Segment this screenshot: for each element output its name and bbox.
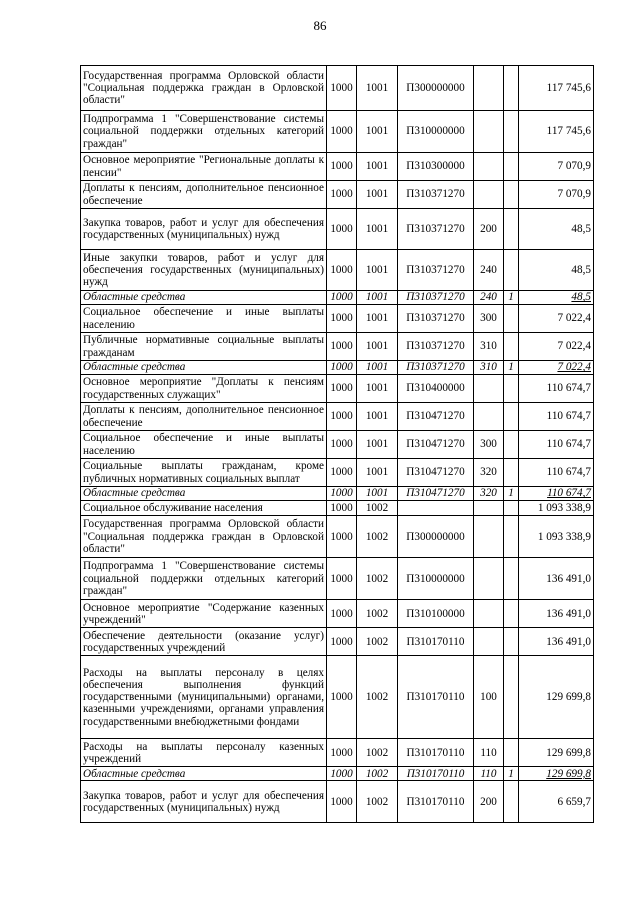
funding-source-cell — [504, 501, 519, 516]
funding-source-cell: 1 — [504, 767, 519, 781]
amount-cell: 1 093 338,9 — [519, 516, 594, 558]
funding-source-cell — [504, 600, 519, 628]
expense-type-cell — [474, 153, 504, 181]
funding-source-cell — [504, 209, 519, 250]
amount-cell: 136 491,0 — [519, 558, 594, 600]
table-row — [81, 767, 594, 781]
table-row — [81, 209, 594, 250]
expense-type-cell: 200 — [474, 209, 504, 250]
row-name-cell: Закупка товаров, работ и услуг для обеспечения государственных (муниципальных) нужд — [81, 209, 327, 250]
expense-type-cell: 320 — [474, 459, 504, 487]
funding-source-cell — [504, 558, 519, 600]
target-article-cell: П310300000 — [398, 153, 474, 181]
expense-type-cell: 240 — [474, 291, 504, 305]
section-code-cell: 1000 — [327, 250, 357, 291]
section-code-cell: 1000 — [327, 558, 357, 600]
section-code-cell: 1000 — [327, 767, 357, 781]
table-row — [81, 333, 594, 361]
funding-source-cell — [504, 516, 519, 558]
funding-source-cell — [504, 181, 519, 209]
amount-cell: 7 022,4 — [519, 361, 594, 375]
subsection-code-cell: 1001 — [357, 291, 398, 305]
target-article-cell: П300000000 — [398, 66, 474, 111]
table-row — [81, 487, 594, 501]
target-article-cell: П310471270 — [398, 403, 474, 431]
target-article-cell: П310100000 — [398, 600, 474, 628]
target-article-cell: П310371270 — [398, 250, 474, 291]
section-code-cell: 1000 — [327, 516, 357, 558]
funding-source-cell — [504, 250, 519, 291]
amount-cell: 110 674,7 — [519, 403, 594, 431]
expense-type-cell: 100 — [474, 656, 504, 739]
row-name-cell: Областные средства — [81, 487, 327, 501]
subsection-code-cell: 1001 — [357, 111, 398, 153]
table-row — [81, 781, 594, 823]
subsection-code-cell: 1001 — [357, 403, 398, 431]
expense-type-cell — [474, 516, 504, 558]
section-code-cell: 1000 — [327, 501, 357, 516]
target-article-cell — [398, 501, 474, 516]
expense-type-cell: 310 — [474, 333, 504, 361]
subsection-code-cell: 1002 — [357, 501, 398, 516]
section-code-cell: 1000 — [327, 291, 357, 305]
target-article-cell: П310170110 — [398, 628, 474, 656]
expense-type-cell: 110 — [474, 767, 504, 781]
row-name-cell: Государственная программа Орловской области "Социальная поддержка граждан в Орловской области" — [81, 66, 327, 111]
target-article-cell: П310170110 — [398, 781, 474, 823]
amount-cell: 117 745,6 — [519, 111, 594, 153]
section-code-cell: 1000 — [327, 487, 357, 501]
row-name-cell: Областные средства — [81, 767, 327, 781]
amount-cell: 48,5 — [519, 291, 594, 305]
funding-source-cell — [504, 305, 519, 333]
expense-type-cell — [474, 375, 504, 403]
expense-type-cell: 320 — [474, 487, 504, 501]
expense-type-cell — [474, 558, 504, 600]
row-name-cell: Социальные выплаты гражданам, кроме публичных нормативных социальных выплат — [81, 459, 327, 487]
target-article-cell: П310471270 — [398, 431, 474, 459]
section-code-cell: 1000 — [327, 181, 357, 209]
row-name-cell: Обеспечение деятельности (оказание услуг) государственных учреждений — [81, 628, 327, 656]
row-name-cell: Основное мероприятие "Содержание казенных учреждений" — [81, 600, 327, 628]
row-name-cell: Подпрограмма 1 "Совершенствование системы социальной поддержки отдельных категорий граждан" — [81, 111, 327, 153]
expense-type-cell: 300 — [474, 431, 504, 459]
funding-source-cell — [504, 628, 519, 656]
section-code-cell: 1000 — [327, 431, 357, 459]
target-article-cell: П300000000 — [398, 516, 474, 558]
subsection-code-cell: 1001 — [357, 209, 398, 250]
subsection-code-cell: 1002 — [357, 600, 398, 628]
amount-cell: 129 699,8 — [519, 739, 594, 767]
section-code-cell: 1000 — [327, 66, 357, 111]
subsection-code-cell: 1001 — [357, 333, 398, 361]
section-code-cell: 1000 — [327, 739, 357, 767]
amount-cell: 6 659,7 — [519, 781, 594, 823]
target-article-cell: П310371270 — [398, 291, 474, 305]
amount-cell: 7 022,4 — [519, 305, 594, 333]
expense-type-cell: 110 — [474, 739, 504, 767]
target-article-cell: П310170110 — [398, 767, 474, 781]
amount-cell: 136 491,0 — [519, 628, 594, 656]
amount-cell: 129 699,8 — [519, 767, 594, 781]
amount-cell: 136 491,0 — [519, 600, 594, 628]
target-article-cell: П310371270 — [398, 305, 474, 333]
amount-cell: 7 022,4 — [519, 333, 594, 361]
amount-cell: 110 674,7 — [519, 431, 594, 459]
target-article-cell: П310170110 — [398, 656, 474, 739]
section-code-cell: 1000 — [327, 628, 357, 656]
row-name-cell: Социальное обслуживание населения — [81, 501, 327, 516]
target-article-cell: П310371270 — [398, 361, 474, 375]
expense-type-cell — [474, 403, 504, 431]
table-row — [81, 600, 594, 628]
expense-type-cell: 240 — [474, 250, 504, 291]
table-row — [81, 375, 594, 403]
table-row — [81, 181, 594, 209]
budget-table-body — [81, 66, 594, 823]
subsection-code-cell: 1001 — [357, 459, 398, 487]
expense-type-cell — [474, 628, 504, 656]
row-name-cell: Доплаты к пенсиям, дополнительное пенсионное обеспечение — [81, 403, 327, 431]
subsection-code-cell: 1001 — [357, 487, 398, 501]
row-name-cell: Расходы на выплаты персоналу в целях обеспечения выполнения функций государственными (муниципальными) органами, казенными учреждениями, органами управления государственными внебюджетными фондами — [81, 656, 327, 739]
target-article-cell: П310371270 — [398, 209, 474, 250]
table-row — [81, 739, 594, 767]
row-name-cell: Основное мероприятие "Региональные доплаты к пенсии" — [81, 153, 327, 181]
funding-source-cell — [504, 153, 519, 181]
target-article-cell: П310000000 — [398, 558, 474, 600]
table-row — [81, 291, 594, 305]
funding-source-cell — [504, 333, 519, 361]
subsection-code-cell: 1001 — [357, 375, 398, 403]
section-code-cell: 1000 — [327, 333, 357, 361]
table-row — [81, 361, 594, 375]
row-name-cell: Подпрограмма 1 "Совершенствование системы социальной поддержки отдельных категорий граждан" — [81, 558, 327, 600]
subsection-code-cell: 1002 — [357, 781, 398, 823]
section-code-cell: 1000 — [327, 600, 357, 628]
section-code-cell: 1000 — [327, 111, 357, 153]
section-code-cell: 1000 — [327, 459, 357, 487]
table-row — [81, 111, 594, 153]
table-row — [81, 656, 594, 739]
funding-source-cell: 1 — [504, 291, 519, 305]
expense-type-cell — [474, 600, 504, 628]
funding-source-cell — [504, 66, 519, 111]
funding-source-cell: 1 — [504, 361, 519, 375]
table-row — [81, 431, 594, 459]
subsection-code-cell: 1002 — [357, 767, 398, 781]
expense-type-cell — [474, 181, 504, 209]
subsection-code-cell: 1001 — [357, 66, 398, 111]
expense-type-cell: 200 — [474, 781, 504, 823]
amount-cell: 7 070,9 — [519, 153, 594, 181]
subsection-code-cell: 1001 — [357, 431, 398, 459]
expense-type-cell — [474, 501, 504, 516]
section-code-cell: 1000 — [327, 403, 357, 431]
table-row — [81, 516, 594, 558]
section-code-cell: 1000 — [327, 361, 357, 375]
subsection-code-cell: 1002 — [357, 656, 398, 739]
amount-cell: 48,5 — [519, 250, 594, 291]
table-row — [81, 501, 594, 516]
row-name-cell: Областные средства — [81, 361, 327, 375]
expense-type-cell: 300 — [474, 305, 504, 333]
funding-source-cell — [504, 375, 519, 403]
section-code-cell: 1000 — [327, 305, 357, 333]
table-row — [81, 628, 594, 656]
target-article-cell: П310471270 — [398, 487, 474, 501]
target-article-cell: П310000000 — [398, 111, 474, 153]
subsection-code-cell: 1002 — [357, 739, 398, 767]
row-name-cell: Основное мероприятие "Доплаты к пенсиям государственных служащих" — [81, 375, 327, 403]
table-row — [81, 153, 594, 181]
row-name-cell: Социальное обеспечение и иные выплаты населению — [81, 431, 327, 459]
table-row — [81, 250, 594, 291]
amount-cell: 110 674,7 — [519, 487, 594, 501]
row-name-cell: Расходы на выплаты персоналу казенных учреждений — [81, 739, 327, 767]
section-code-cell: 1000 — [327, 656, 357, 739]
page-number: 86 — [313, 18, 327, 33]
target-article-cell: П310371270 — [398, 181, 474, 209]
subsection-code-cell: 1001 — [357, 250, 398, 291]
table-row — [81, 403, 594, 431]
expense-type-cell — [474, 111, 504, 153]
row-name-cell: Государственная программа Орловской области "Социальная поддержка граждан в Орловской области" — [81, 516, 327, 558]
table-row — [81, 66, 594, 111]
subsection-code-cell: 1001 — [357, 153, 398, 181]
row-name-cell: Публичные нормативные социальные выплаты гражданам — [81, 333, 327, 361]
section-code-cell: 1000 — [327, 781, 357, 823]
row-name-cell: Доплаты к пенсиям, дополнительное пенсионное обеспечение — [81, 181, 327, 209]
row-name-cell: Закупка товаров, работ и услуг для обеспечения государственных (муниципальных) нужд — [81, 781, 327, 823]
target-article-cell: П310170110 — [398, 739, 474, 767]
funding-source-cell — [504, 403, 519, 431]
subsection-code-cell: 1001 — [357, 361, 398, 375]
amount-cell: 110 674,7 — [519, 375, 594, 403]
subsection-code-cell: 1002 — [357, 516, 398, 558]
funding-source-cell — [504, 111, 519, 153]
funding-source-cell — [504, 431, 519, 459]
section-code-cell: 1000 — [327, 375, 357, 403]
subsection-code-cell: 1002 — [357, 628, 398, 656]
funding-source-cell — [504, 739, 519, 767]
row-name-cell: Областные средства — [81, 291, 327, 305]
funding-source-cell — [504, 656, 519, 739]
table-row — [81, 459, 594, 487]
expense-type-cell: 310 — [474, 361, 504, 375]
subsection-code-cell: 1002 — [357, 558, 398, 600]
row-name-cell: Иные закупки товаров, работ и услуг для обеспечения государственных (муниципальных) нужд — [81, 250, 327, 291]
table-row — [81, 305, 594, 333]
funding-source-cell — [504, 781, 519, 823]
funding-source-cell: 1 — [504, 487, 519, 501]
funding-source-cell — [504, 459, 519, 487]
subsection-code-cell: 1001 — [357, 305, 398, 333]
amount-cell: 117 745,6 — [519, 66, 594, 111]
target-article-cell: П310471270 — [398, 459, 474, 487]
amount-cell: 1 093 338,9 — [519, 501, 594, 516]
amount-cell: 110 674,7 — [519, 459, 594, 487]
budget-table — [80, 65, 594, 823]
amount-cell: 48,5 — [519, 209, 594, 250]
section-code-cell: 1000 — [327, 209, 357, 250]
target-article-cell: П310371270 — [398, 333, 474, 361]
subsection-code-cell: 1001 — [357, 181, 398, 209]
target-article-cell: П310400000 — [398, 375, 474, 403]
row-name-cell: Социальное обеспечение и иные выплаты населению — [81, 305, 327, 333]
expense-type-cell — [474, 66, 504, 111]
amount-cell: 7 070,9 — [519, 181, 594, 209]
section-code-cell: 1000 — [327, 153, 357, 181]
amount-cell: 129 699,8 — [519, 656, 594, 739]
table-row — [81, 558, 594, 600]
